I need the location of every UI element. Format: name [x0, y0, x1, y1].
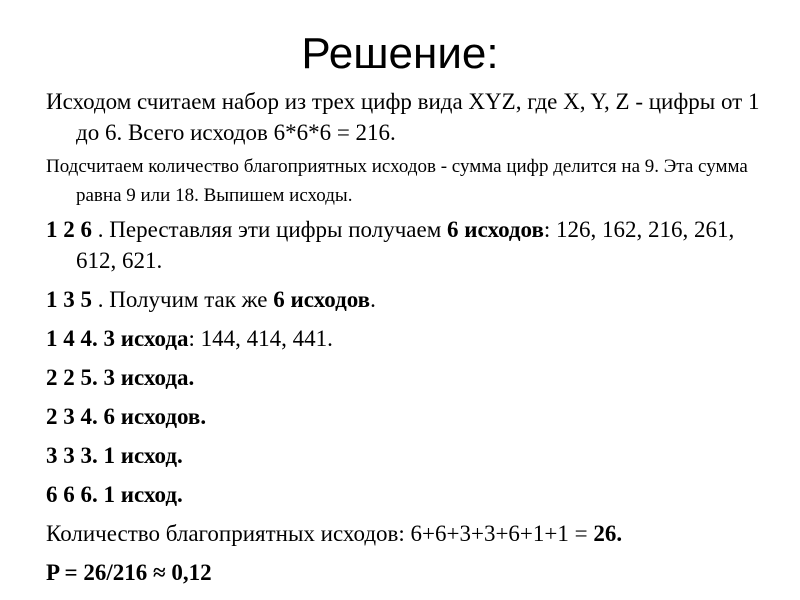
- paragraph-case-333: [46, 440, 776, 471]
- paragraph-favorable-intro: [46, 152, 776, 210]
- paragraph-outcome-definition: [46, 86, 776, 148]
- case-333-bold: 3 3 3. 1 исход.: [46, 443, 183, 468]
- favorable-count-text: Количество благоприятных исходов: 6+6+3+3+6+1+1 =: [46, 521, 594, 546]
- favorable-intro-text: Подсчитаем количество благоприятных исходов - сумма цифр делится на 9. Эта сумма равна 9 или 18. Выпишем исходы.: [46, 156, 748, 206]
- case-234-bold: 2 3 4. 6 исходов.: [46, 404, 207, 429]
- paragraph-case-225: [46, 362, 776, 393]
- case-135-bold: 6 исходов: [273, 287, 371, 312]
- case-135-text-a: . Получим так же: [92, 287, 274, 312]
- case-144-text: : 144, 414, 441.: [188, 326, 333, 351]
- outcome-definition-text: Исходом считаем набор из трех цифр вида XYZ, где X, Y, Z - цифры от 1 до 6. Всего исходов 6*6*6 = 216.: [46, 89, 760, 145]
- case-135-text-b: .: [370, 287, 376, 312]
- paragraph-favorable-count: [46, 518, 776, 549]
- case-126-text-b: : 126, 162, 216, 261, 612, 621.: [76, 217, 735, 273]
- probability-result: P = 26/216 ≈ 0,12: [46, 560, 212, 585]
- case-126-bold: 6 исходов: [447, 217, 544, 242]
- case-135-digits: 1 3 5: [46, 287, 92, 312]
- paragraph-case-234: [46, 401, 776, 432]
- case-126-text-a: . Переставляя эти цифры получаем: [92, 217, 448, 242]
- favorable-count-bold: 26.: [593, 521, 623, 546]
- paragraph-case-126: [46, 214, 776, 276]
- paragraph-case-144: [46, 323, 776, 354]
- slide-title: Решение:: [301, 29, 499, 78]
- paragraph-case-666: [46, 479, 776, 510]
- paragraph-probability: [46, 557, 776, 588]
- case-126-digits: 1 2 6: [46, 217, 92, 242]
- case-144-bold: 1 4 4. 3 исхода: [46, 326, 189, 351]
- slide-content: [46, 86, 776, 588]
- paragraph-case-135: [46, 284, 776, 315]
- case-225-bold: 2 2 5. 3 исхода.: [46, 365, 195, 390]
- case-666-bold: 6 6 6. 1 исход.: [46, 482, 183, 507]
